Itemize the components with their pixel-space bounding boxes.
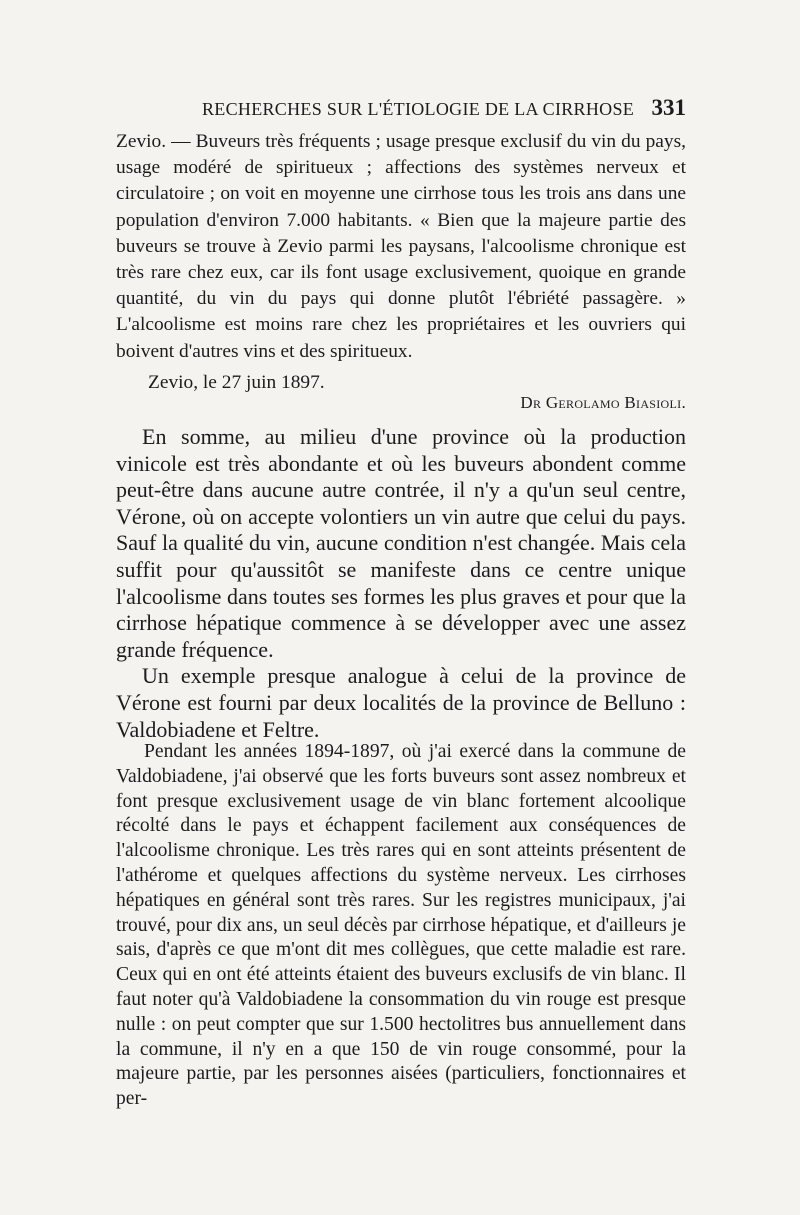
observation-text <box>116 740 686 1112</box>
paragraph-1: En somme, au milieu d'une province où la production vinicole est très abondante et où les buveurs abondent comme peut-être dans aucune autre contrée, il n'y a qu'un seul centre, Vérone, où on accepte volontiers un vin autre que celui du pays. Sauf la qualité du vin, aucune condition n'est changée. Mais cela suffit pour qu'aussitôt se manifeste dans ce centre unique l'alcoolisme dans toutes ses formes les plus graves et pour que la cirrhose hépatique commence à se développer avec une assez grande fréquence. <box>116 424 686 662</box>
report-date: Zevio, le 27 juin 1897. <box>148 372 325 393</box>
zevio-text: Zevio. — Buveurs très fréquents ; usage presque exclusif du vin du pays, usage modéré de spiritueux ; affections des systèmes nerveux et circulatoire ; on voit en moyenne une cirrhose tous les trois ans dans une population d'environ 7.000 habitants. « Bien que la majeure partie des buveurs se trouve à Zevio parmi les paysans, l'alcoolisme chronique est très rare chez eux, car ils font usage exclusivement, quoique en grande quantité, du vin du pays qui donne plutôt l'ébriété passagère. » L'alcoolisme est moins rare chez les propriétaires et les ouvriers qui boivent d'autres vins et des spiritueux. <box>116 131 686 362</box>
running-title: RECHERCHES SUR L'ÉTIOLOGIE DE LA CIRRHOSE <box>202 99 635 119</box>
paragraph-2: Un exemple presque analogue à celui de la province de Vérone est fourni par deux localités de la province de Belluno : Valdobiadene et Feltre. <box>116 663 686 742</box>
zevio-report <box>116 129 686 365</box>
report-signature: Dr Gerolamo Biasioli. <box>520 393 686 412</box>
paragraph-3: Pendant les années 1894-1897, où j'ai exercé dans la commune de Valdobiadene, j'ai observé que les forts buveurs sont assez nombreux et font presque exclusivement usage de vin blanc fortement alcoolique récolté dans le pays et échappent facilement aux conséquences de l'alcoolisme chronique. Les très rares qui en sont atteints présentent de l'athérome et quelques affections du système nerveux. Les cirrhoses hépatiques en général sont très rares. Sur les registres municipaux, j'ai trouvé, pour dix ans, un seul décès par cirrhose hépatique, et d'ailleurs je sais, d'après ce que m'ont dit mes collègues, que cette maladie est rare. Ceux qui en ont été atteints étaient des buveurs exclusifs de vin blanc. Il faut noter qu'à Valdobiadene la consommation du vin rouge est presque nulle : on peut compter que sur 1.500 hectolitres bus annuellement dans la commune, il n'y en a que 150 de vin rouge consommé, pour la majeure partie, par les personnes aisées (particuliers, fonctionnaires et per- <box>116 741 686 1110</box>
page-header <box>116 95 686 129</box>
main-text <box>116 424 686 743</box>
page-number: 331 <box>651 95 686 120</box>
